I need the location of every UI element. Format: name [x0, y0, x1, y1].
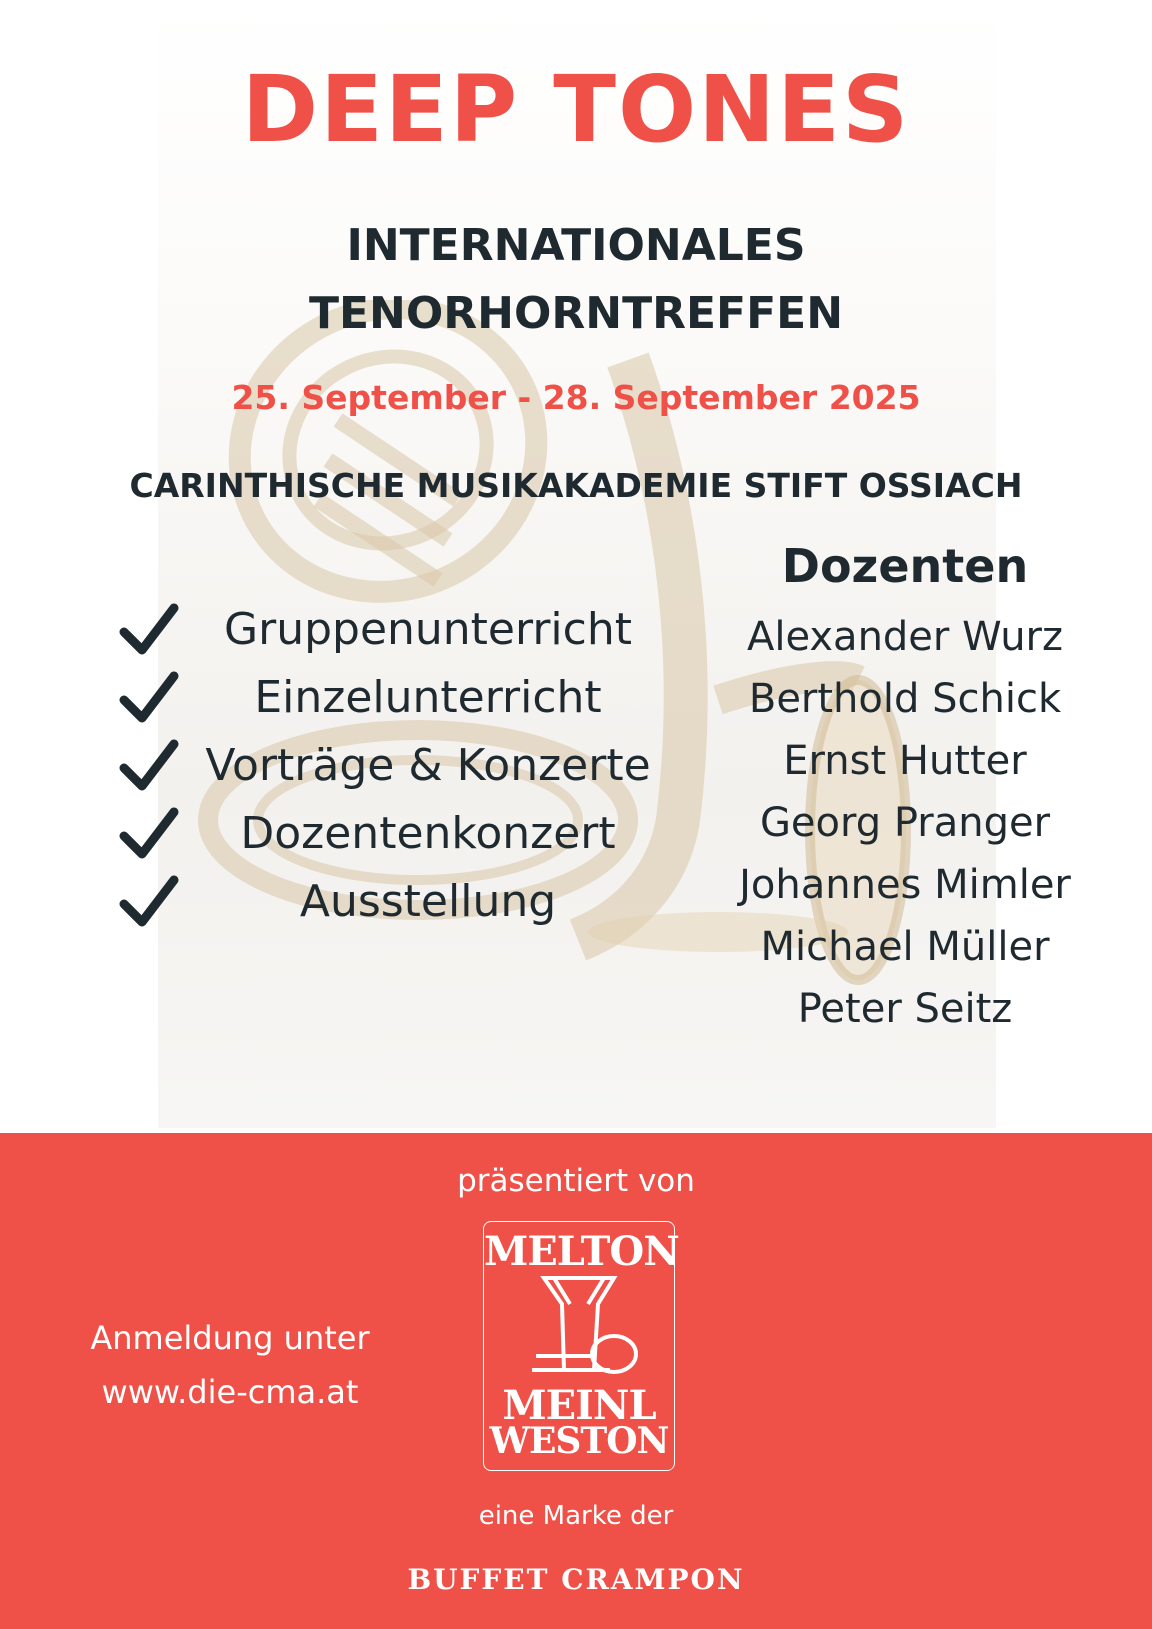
buffet-crampon-logo: BUFFET CRAMPON — [407, 1563, 745, 1596]
check-icon — [118, 738, 180, 794]
feature-label: Vorträge & Konzerte — [205, 740, 651, 791]
brand-of-text: eine Marke der — [478, 1501, 674, 1531]
event-dates: 25. September - 28. September 2025 — [231, 378, 921, 417]
logo-text-melton: MELTON — [484, 1228, 679, 1275]
teacher-name: Berthold Schick — [748, 676, 1062, 722]
feature-label: Einzelunterricht — [254, 672, 602, 723]
event-venue: CARINTHISCHE MUSIKAKADEMIE STIFT OSSIACH — [129, 466, 1023, 505]
subtitle-line-1: INTERNATIONALES — [346, 220, 806, 271]
registration-url[interactable]: www.die-cma.at — [101, 1373, 359, 1411]
check-icon — [118, 670, 180, 726]
feature-item — [118, 800, 678, 868]
feature-item — [118, 732, 678, 800]
feature-label: Ausstellung — [299, 876, 557, 927]
feature-list — [118, 596, 678, 936]
check-icon — [118, 602, 180, 658]
event-title: DEEP TONES — [241, 56, 911, 163]
teacher-name: Ernst Hutter — [783, 738, 1027, 784]
teacher-name: Johannes Mimler — [739, 862, 1071, 908]
footer-band — [0, 1133, 1152, 1629]
presented-by-text: präsentiert von — [457, 1163, 695, 1199]
melton-meinl-weston-logo — [483, 1221, 679, 1471]
check-icon — [118, 806, 180, 862]
feature-item — [118, 664, 678, 732]
feature-label: Gruppenunterricht — [224, 604, 632, 655]
feature-item — [118, 596, 678, 664]
teacher-name: Alexander Wurz — [747, 614, 1063, 660]
logo-text-weston: WESTON — [489, 1420, 669, 1462]
teacher-list — [700, 536, 1110, 1040]
subtitle-line-2: TENORHORNTREFFEN — [308, 288, 844, 339]
event-subtitle — [0, 212, 1152, 348]
teacher-name: Michael Müller — [760, 924, 1050, 970]
feature-item — [118, 868, 678, 936]
registration-label: Anmeldung unter — [90, 1319, 370, 1357]
logo-text-meinl: MEINL — [502, 1382, 656, 1429]
teacher-heading: Dozenten — [781, 539, 1029, 593]
registration-info — [60, 1311, 400, 1419]
tuba-icon — [514, 1274, 644, 1384]
feature-label: Dozentenkonzert — [240, 808, 616, 859]
teacher-name: Peter Seitz — [797, 986, 1013, 1032]
teacher-name: Georg Pranger — [759, 800, 1051, 846]
check-icon — [118, 874, 180, 930]
